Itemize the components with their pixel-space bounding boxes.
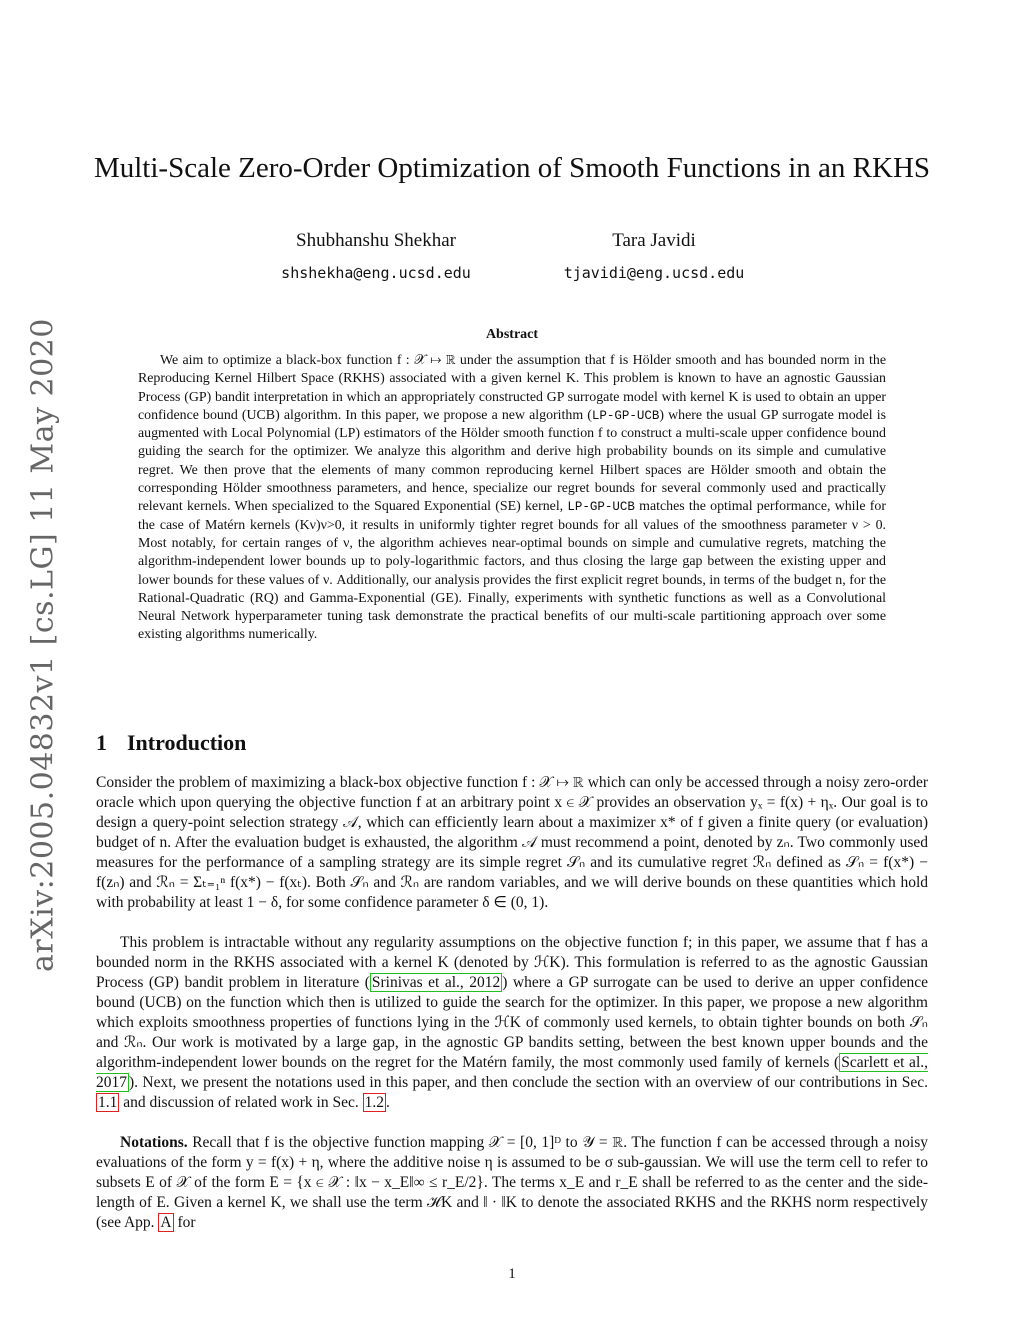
author-name: Tara Javidi [612, 230, 696, 251]
arxiv-identifier: arXiv:2005.04832v1 [cs.LG] 11 May 2020 [25, 318, 61, 972]
algorithm-name: LP-GP-UCB [591, 408, 660, 423]
intro-paragraph-2: This problem is intractable without any regularity assumptions on the objective function f; in this paper, we assume that f has a bounded norm in the RKHS associated with a kernel K (denoted by ℋK). This formulation is referred to as the agnostic Gaussian Process (GP) bandit problem in literature ( Srinivas et al., 2012 ) where a GP surrogate can be used to derive an upper confidence bound (UCB) on the function which then is utilized to guide the search for the optimizer. In this paper, we propose a new algorithm which exploits smoothness properties of functions lying in the ℋK of commonly used kernels, to obtain tighter bounds on both 𝒮ₙ and ℛₙ. Our work is motivated by a large gap, in the agnostic GP bandits setting, between the best known upper bounds and the algorithm-independent lower bounds on the regret for the Matérn family, the most commonly used family of kernels ( Scarlett et al., 2017 ). Next, we present the notations used in this paper, and then conclude the section with an overview of our contributions in Sec. 1.1 and discussion of related work in Sec. 1.2 . [96, 934, 928, 1111]
author-name: Shubhanshu Shekhar [296, 230, 456, 251]
section-ref-link[interactable]: 1.1 [98, 1094, 118, 1111]
notations-paragraph: Notations. Recall that f is the objective function mapping 𝒳 = [0, 1]ᴰ to 𝒴 = ℝ. The function f can be accessed through a noisy evaluations of the form y = f(x) + η, where the additive noise η is assumed to be σ sub-gaussian. We will use the term cell to refer to subsets E of 𝒳 of the form E = {x ∈ 𝒳 : ‖x − x_E‖∞ ≤ r_E/2}. The terms x_E and r_E shall be referred to as the center and the side-length of E. Given a kernel K, we shall use the term ℋK and ‖ · ‖K to denote the associated RKHS and the RKHS norm respectively (see App. A for [96, 1134, 928, 1231]
appendix-ref-link[interactable]: A [160, 1214, 172, 1231]
author-email[interactable]: shshekha@eng.ucsd.edu [281, 264, 471, 282]
abstract-heading: Abstract [485, 327, 539, 342]
intro-paragraph-1: Consider the problem of maximizing a black-box objective function f : 𝒳 ↦ ℝ which can only be accessed through a noisy zero-order oracle which upon querying the objective function f at an arbitrary point x ∈ 𝒳 provides an observation yₓ = f(x) + ηₓ. Our goal is to design a query-point selection strategy 𝒜, which can efficiently learn about a maximizer x* of f given a finite query (or evaluation) budget of n. After the evaluation budget is exhausted, the algorithm 𝒜 must recommend a point, denoted by zₙ. Two commonly used measures for the performance of a sampling strategy are its simple regret 𝒮ₙ and its cumulative regret ℛₙ defined as 𝒮ₙ = f(x*) − f(zₙ) and ℛₙ = Σₜ₌₁ⁿ f(x*) − f(xₜ). Both 𝒮ₙ and ℛₙ are random variables, and we will derive bounds on these quantities which hold with probability at least 1 − δ, for some confidence parameter δ ∈ (0, 1). [96, 774, 928, 911]
abstract-text: We aim to optimize a black-box function f : 𝒳 ↦ ℝ under the assumption that f is Hölder smooth and has bounded norm in the Reproducing Kernel Hilbert Space (RKHS) associated with a given kernel K. This problem is known to have an agnostic Gaussian Process (GP) bandit interpretation in which an appropriately constructed GP surrogate model with kernel K is used to obtain an upper confidence bound (UCB) algorithm. In this paper, we propose a new algorithm (LP-GP-UCB) where the usual GP surrogate model is augmented with Local Polynomial (LP) estimators of the Hölder smooth function f to construct a multi-scale upper confidence bound guiding the search for the optimizer. We analyze this algorithm and derive high probability bounds on its simple and cumulative regret. We then prove that the elements of many common reproducing kernel Hilbert spaces are Hölder smooth and obtain the corresponding Hölder smoothness parameters, and hence, specialize our regret bounds for several commonly used and practically relevant kernels. When specialized to the Squared Exponential (SE) kernel, LP-GP-UCB matches the optimal performance, while for the case of Matérn kernels (Kν)ν>0, it results in uniformly tighter regret bounds for all values of the smoothness parameter ν > 0. Most notably, for certain ranges of ν, the algorithm achieves near-optimal bounds on simple and cumulative regrets, matching the algorithm-independent lower bounds up to poly-logarithmic factors, and thus closing the large gap between the existing upper and lower bounds for these values of ν. Additionally, our analysis provides the first explicit regret bounds, in terms of the budget n, for the Rational-Quadratic (RQ) and Gamma-Exponential (GE). Finally, experiments with synthetic functions as well as a Convolutional Neural Network hyperparameter tuning task demonstrate the practical benefits of our multi-scale partitioning approach over some existing algorithms numerically. [138, 353, 886, 643]
section-heading [96, 730, 246, 756]
author-block [246, 230, 506, 282]
section-number: 1 [96, 730, 107, 755]
page-number: 1 [508, 1266, 516, 1282]
section-ref-link[interactable]: 1.2 [364, 1094, 384, 1111]
algorithm-name: LP-GP-UCB [567, 500, 635, 515]
citation-link[interactable]: Srinivas et al., 2012 [371, 974, 501, 991]
section-title: Introduction [127, 730, 247, 755]
paper-title: Multi-Scale Zero-Order Optimization of Smooth Functions in an RKHS [93, 152, 931, 184]
citation-link[interactable]: Scarlett et al., 2017 [96, 1054, 928, 1091]
author-email[interactable]: tjavidi@eng.ucsd.edu [563, 264, 745, 282]
notations-label: Notations. [120, 1134, 188, 1151]
author-block [524, 230, 784, 282]
